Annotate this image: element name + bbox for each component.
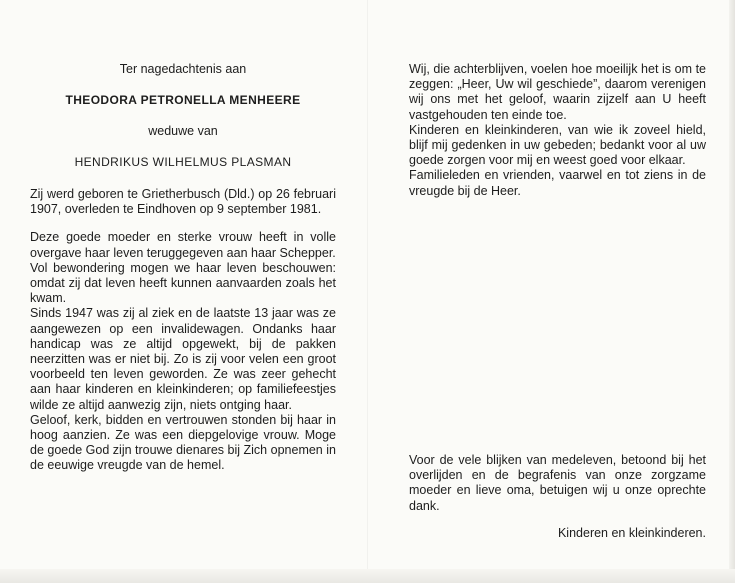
deceased-name: THEODORA PETRONELLA MENHEERE: [65, 93, 301, 107]
thanks-paragraph: Voor de vele blijken van medeleven, betoond bij het overlijden en de begrafenis van onze zorgzame moeder en lieve oma, betuigen wij u onze oprechte dank.: [409, 453, 706, 513]
right-paragraph-3: Familieleden en vrienden, vaarwel en tot ziens in de vreugde bij de Heer.: [409, 168, 706, 198]
relation-line: weduwe van: [148, 124, 218, 138]
left-panel: [30, 62, 336, 474]
card-edge-right: [729, 0, 735, 583]
left-paragraph-1: Deze goede moeder en sterke vrouw heeft in volle overgave haar leven teruggegeven aan haar Schepper.: [30, 230, 336, 260]
intro-line: Ter nagedachtenis aan: [119, 62, 247, 76]
signature: Kinderen en kleinkinderen.: [557, 525, 706, 540]
right-panel: [409, 62, 706, 199]
left-paragraph-3: Sinds 1947 was zij al ziek en de laatste 13 jaar was ze aangewezen op een invalidewagen. Ondanks haar handicap was ze altijd opgewekt, bij de pakken neerzitten was er niet bij. Zo is zij voor velen een groot voorbeeld ten leven geworden. Ze was zeer gehecht aan haar kinderen en kleinkinderen; op familiefeestjes wilde ze altijd aanwezig zijn, niets ontging haar.: [30, 306, 336, 412]
thanks-block: [409, 453, 706, 540]
left-paragraph-4: Geloof, kerk, bidden en vertrouwen stonden bij haar in hoog aanzien. Ze was een diepgelovige vrouw. Moge de goede God zijn trouwe dienares bij Zich opnemen in de eeuwige vreugde van de hemel.: [30, 412, 336, 473]
spouse-name: HENDRIKUS WILHELMUS PLASMAN: [74, 155, 292, 169]
birth-death-paragraph: Zij werd geboren te Grietherbusch (Dld.) op 26 februari 1907, overleden te Eindhoven op 9 september 1981.: [30, 187, 336, 217]
fold-line: [367, 0, 368, 583]
card-edge-bottom: [0, 569, 735, 583]
left-paragraph-2: Vol bewondering mogen we haar leven beschouwen: omdat zij dat leven heeft kunnen aanvaarden zoals het kwam.: [30, 260, 336, 306]
right-paragraph-2: Kinderen en kleinkinderen, van wie ik zoveel hield, blijf mij gedenken in uw gebeden; bedankt voor al uw goede zorgen voor mij en weest goed voor elkaar.: [409, 122, 706, 168]
right-paragraph-1: Wij, die achterblijven, voelen hoe moeilijk het is om te zeggen: „Heer, Uw wil geschiede”, daarom verenigen wij ons met het geloof, waarin zijzelf aan U heeft vastgehouden ten einde toe.: [409, 62, 706, 122]
